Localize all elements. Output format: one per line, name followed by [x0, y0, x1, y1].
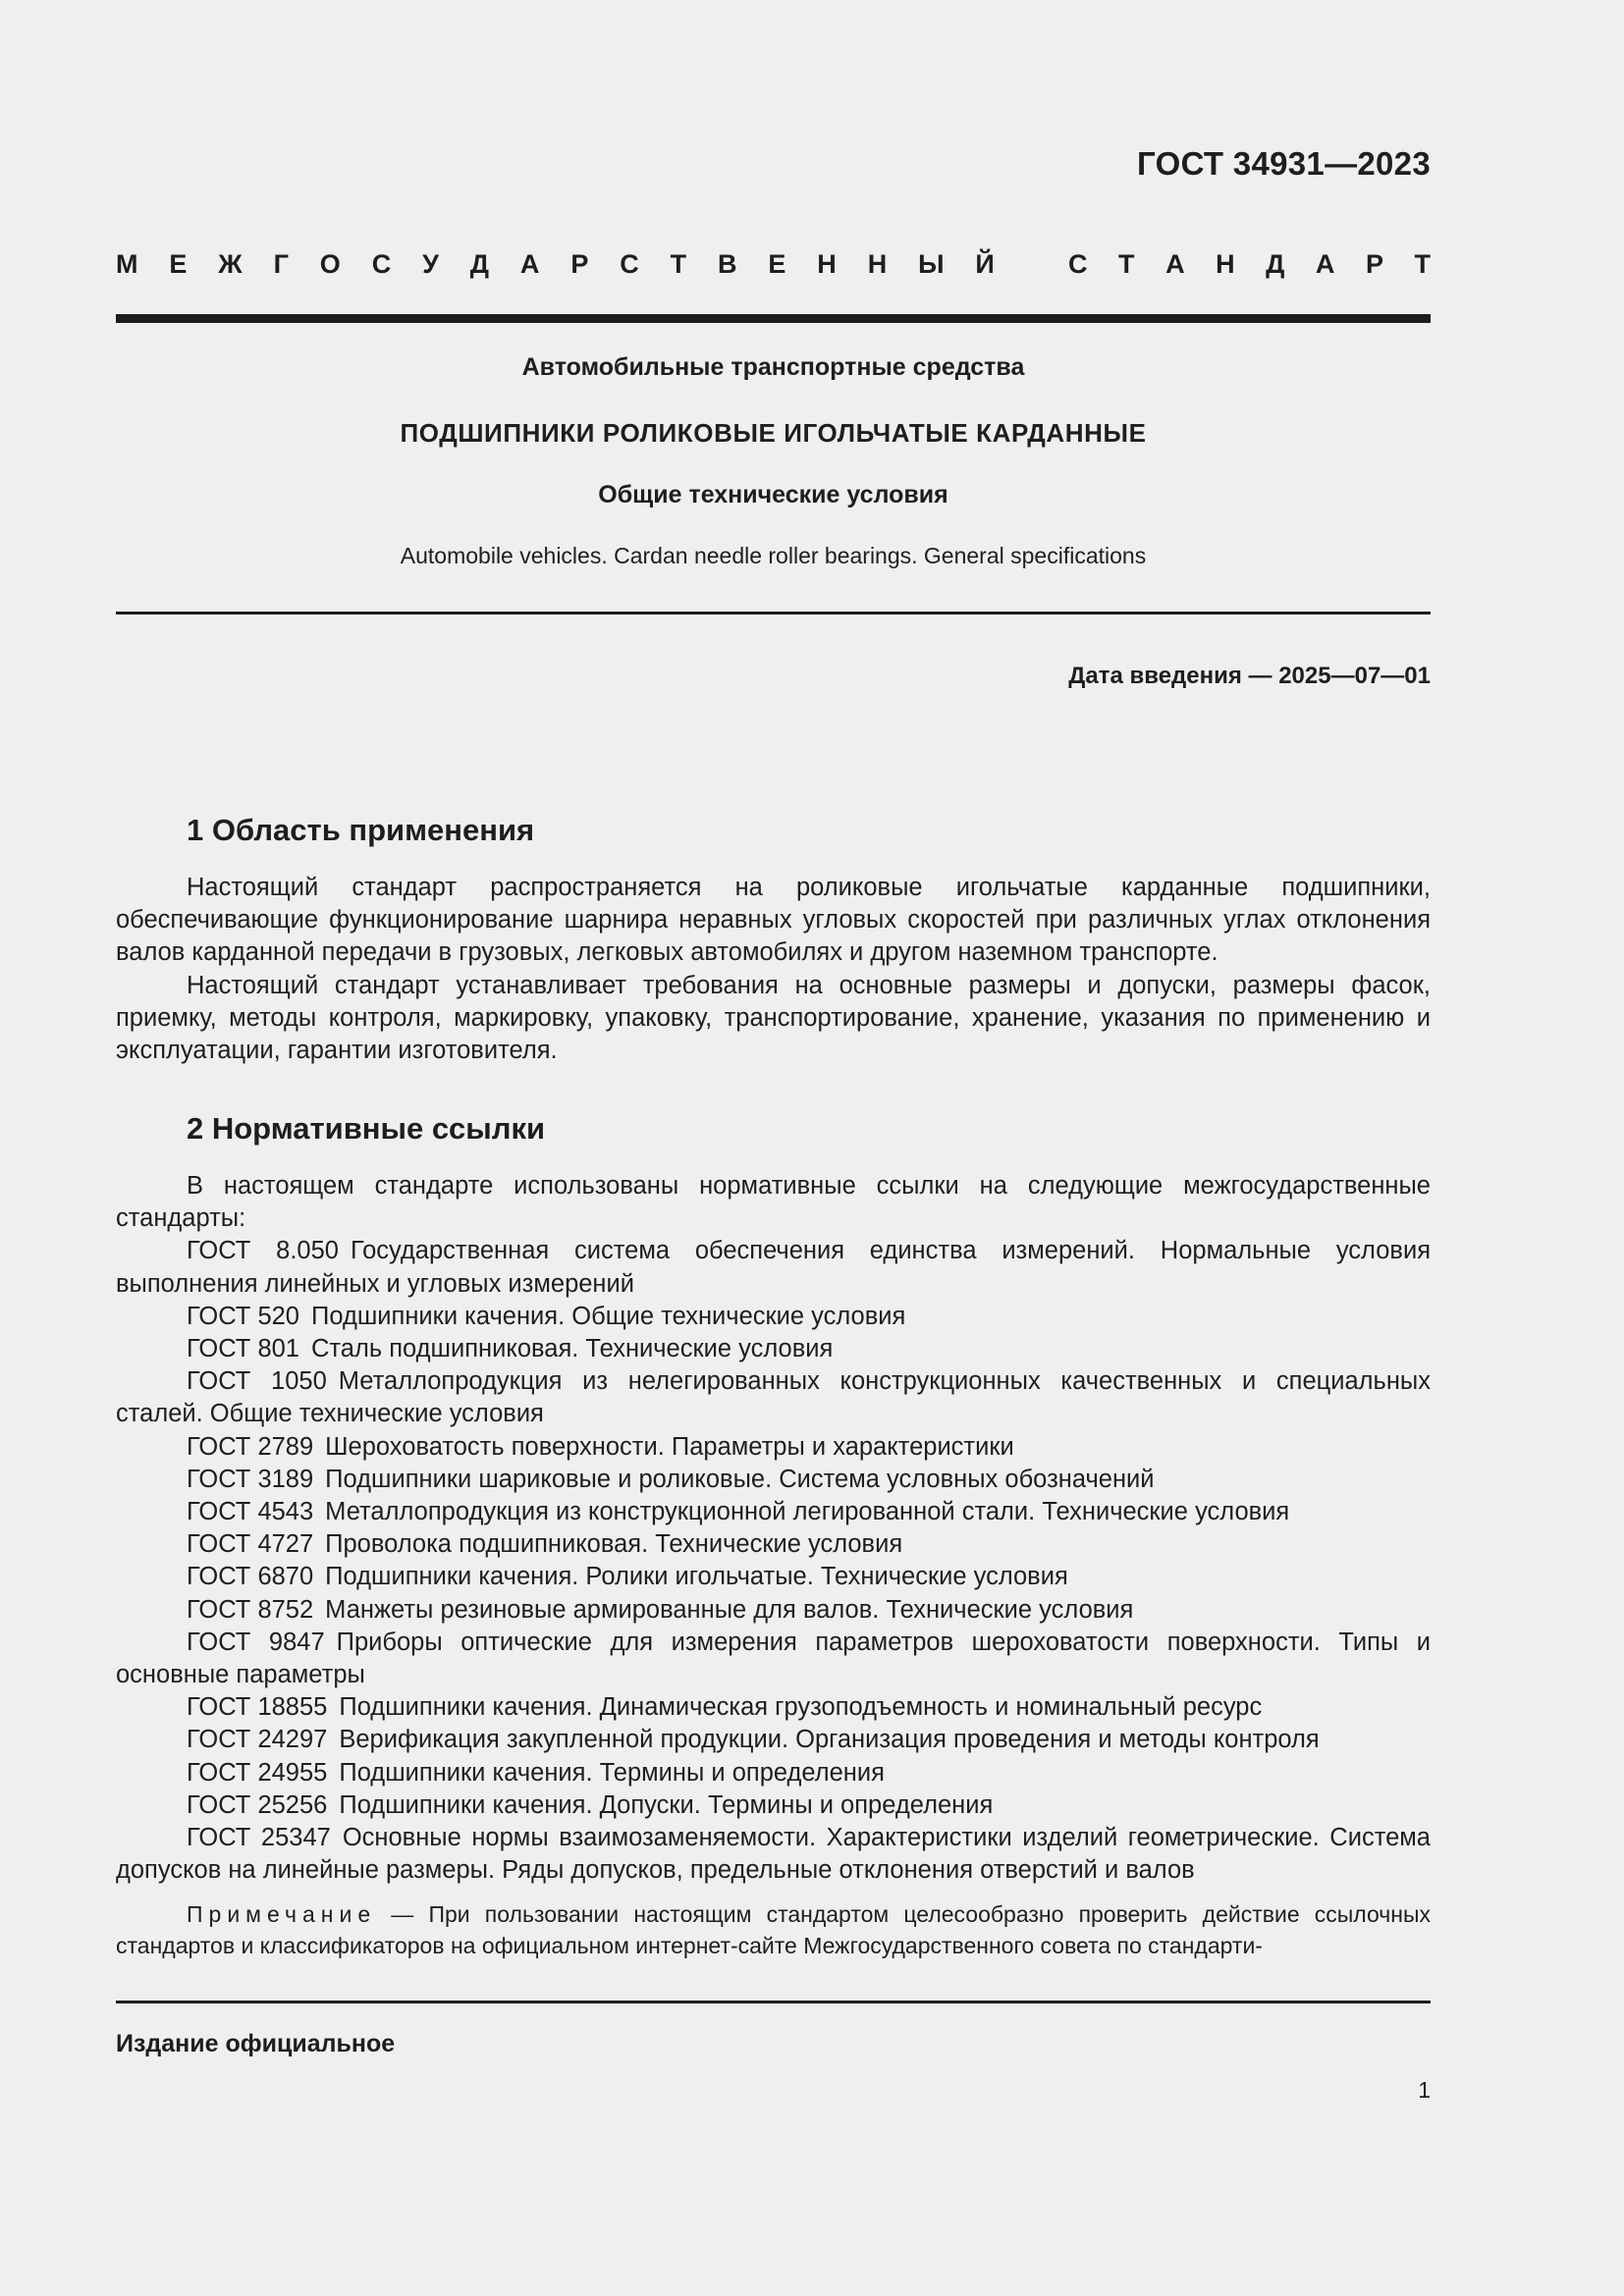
document-number: ГОСТ 34931—2023: [1137, 145, 1431, 182]
banner-letter: А: [1165, 249, 1185, 279]
header-thick-rule: [116, 314, 1431, 323]
reference-item: [116, 1822, 1431, 1887]
reference-item: [116, 1333, 1431, 1365]
banner-letter: Д: [469, 249, 490, 279]
reference-item: [116, 1789, 1431, 1822]
reference-code: ГОСТ 4543: [187, 1498, 314, 1526]
reference-code: ГОСТ 18855: [187, 1693, 328, 1722]
banner-letter: С: [371, 249, 392, 279]
reference-item: [116, 1757, 1431, 1789]
reference-title: Шероховатость поверхности. Параметры и характеристики: [325, 1432, 1014, 1461]
reference-list: [116, 1235, 1431, 1887]
banner-letter: Р: [1365, 249, 1383, 279]
category-title: Автомобильные транспортные средства: [521, 353, 1025, 381]
scope-paragraph: Настоящий стандарт устанавливает требования на основные размеры и допуски, размеры фасок, приемку, методы контроля, маркировку, упаковку, транспортирование, хранение, указания по применению и эксплуатации, гарантии изготовителя.: [116, 971, 1431, 1065]
section-normative-references: [116, 1109, 1431, 1961]
banner-letter: Г: [273, 249, 289, 279]
banner-letter: А: [1315, 249, 1335, 279]
banner-letter: Ы: [918, 249, 945, 279]
reference-title: Проволока подшипниковая. Технические условия: [325, 1530, 903, 1559]
banner-letter: А: [519, 249, 540, 279]
interstate-standard-banner: [116, 249, 1431, 280]
title-bottom-rule: [116, 612, 1431, 614]
reference-code: ГОСТ 25347: [187, 1824, 331, 1852]
reference-title: Основные нормы взаимозаменяемости. Характеристики изделий геометрические. Система допусков на линейные размеры. Ряды допусков, предельные отклонения отверстий и валов: [116, 1824, 1431, 1885]
official-edition-label: Издание официальное: [116, 2030, 396, 2057]
section-scope: [116, 811, 1431, 1067]
reference-title: Подшипники качения. Динамическая грузоподъемность и номинальный ресурс: [339, 1693, 1263, 1722]
references-note: [116, 1898, 1431, 1961]
reference-title: Металлопродукция из нелегированных конструкционных качественных и специальных сталей. Общие технические условия: [116, 1367, 1431, 1428]
reference-item: [116, 1496, 1431, 1528]
reference-code: ГОСТ 8.050: [187, 1237, 339, 1265]
reference-item: [116, 1235, 1431, 1300]
reference-item: [116, 1561, 1431, 1593]
banner-letter: М: [116, 249, 138, 279]
scope-paragraph: Настоящий стандарт распространяется на роликовые игольчатые карданные подшипники, обеспечивающие функционирование шарнира неравных угловых скоростей при различных углах отклонения валов карданной передачи в грузовых, легковых автомобилях и другом наземном транспорте.: [116, 874, 1431, 967]
reference-item: [116, 1691, 1431, 1724]
banner-letter: В: [718, 249, 737, 279]
banner-word-interstate: [116, 249, 995, 280]
reference-title: Манжеты резиновые армированные для валов. Технические условия: [325, 1595, 1134, 1624]
footer-rule: [116, 2001, 1431, 2003]
references-intro: В настоящем стандарте использованы нормативные ссылки на следующие межгосударственные стандарты:: [116, 1172, 1431, 1233]
reference-item: [116, 1594, 1431, 1627]
reference-item: [116, 1724, 1431, 1756]
reference-code: ГОСТ 4727: [187, 1530, 314, 1559]
sub-title: Общие технические условия: [598, 481, 948, 508]
note-label: Примечание: [187, 1901, 377, 1928]
reference-code: ГОСТ 24955: [187, 1758, 328, 1787]
reference-item: [116, 1301, 1431, 1333]
reference-title: Подшипники качения. Термины и определения: [339, 1758, 885, 1787]
reference-code: ГОСТ 1050: [187, 1367, 327, 1396]
banner-letter: У: [422, 249, 439, 279]
reference-code: ГОСТ 8752: [187, 1595, 314, 1624]
reference-item: [116, 1464, 1431, 1496]
banner-word-standard: [1068, 249, 1431, 280]
reference-code: ГОСТ 9847: [187, 1628, 325, 1656]
introduction-date: Дата введения — 2025—07—01: [1068, 663, 1431, 689]
banner-letter: Е: [169, 249, 188, 279]
reference-code: ГОСТ 6870: [187, 1563, 314, 1591]
reference-title: Приборы оптические для измерения параметров шероховатости поверхности. Типы и основные параметры: [116, 1628, 1432, 1689]
banner-letter: Н: [867, 249, 888, 279]
banner-letter: С: [1068, 249, 1088, 279]
reference-code: ГОСТ 520: [187, 1302, 299, 1330]
reference-title: Подшипники качения. Общие технические условия: [311, 1302, 906, 1330]
banner-letter: Н: [817, 249, 837, 279]
page-number: 1: [1418, 2077, 1431, 2103]
banner-letter: Т: [1414, 249, 1431, 279]
banner-letter: Т: [670, 249, 687, 279]
reference-title: Подшипники шариковые и роликовые. Система условных обозначений: [325, 1465, 1155, 1493]
english-title: Automobile vehicles. Cardan needle roller bearings. General specifications: [400, 543, 1147, 568]
reference-title: Сталь подшипниковая. Технические условия: [311, 1335, 834, 1363]
banner-letter: Й: [975, 249, 995, 279]
reference-title: Верификация закупленной продукции. Организация проведения и методы контроля: [339, 1726, 1320, 1754]
reference-code: ГОСТ 3189: [187, 1465, 314, 1493]
banner-letter: Е: [768, 249, 786, 279]
reference-title: Государственная система обеспечения единства измерений. Нормальные условия выполнения линейных и угловых измерений: [116, 1237, 1431, 1298]
banner-letter: С: [620, 249, 639, 279]
reference-item: [116, 1431, 1431, 1464]
reference-title: Металлопродукция из конструкционной легированной стали. Технические условия: [325, 1498, 1290, 1526]
reference-title: Подшипники качения. Ролики игольчатые. Технические условия: [325, 1563, 1068, 1591]
reference-item: [116, 1528, 1431, 1561]
section-heading-scope: 1 Область применения: [187, 813, 535, 847]
main-title: ПОДШИПНИКИ РОЛИКОВЫЕ ИГОЛЬЧАТЫЕ КАРДАННЫЕ: [400, 418, 1147, 448]
reference-code: ГОСТ 24297: [187, 1726, 328, 1754]
reference-item: [116, 1365, 1431, 1430]
section-heading-references: 2 Нормативные ссылки: [187, 1111, 546, 1146]
banner-letter: О: [319, 249, 341, 279]
reference-title: Подшипники качения. Допуски. Термины и определения: [339, 1790, 994, 1819]
banner-letter: Т: [1118, 249, 1135, 279]
banner-letter: Р: [570, 249, 589, 279]
reference-code: ГОСТ 801: [187, 1335, 299, 1363]
reference-code: ГОСТ 25256: [187, 1790, 328, 1819]
banner-letter: Н: [1216, 249, 1235, 279]
banner-letter: Д: [1266, 249, 1285, 279]
reference-item: [116, 1627, 1431, 1691]
banner-letter: Ж: [218, 249, 243, 279]
note-text: — При пользовании настоящим стандартом целесообразно проверить действие ссылочных стандартов и классификаторов на официальном интернет-сайте Межгосударственного совета по стандарти-: [116, 1901, 1431, 1959]
reference-code: ГОСТ 2789: [187, 1432, 314, 1461]
